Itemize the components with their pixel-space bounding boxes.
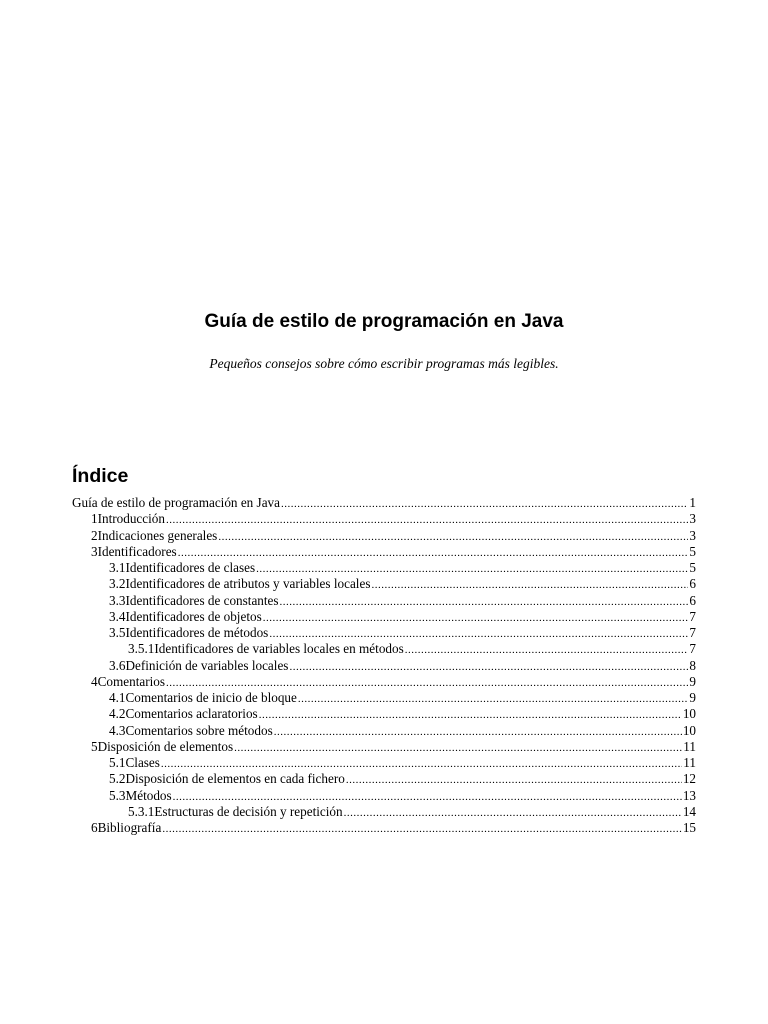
table-of-contents	[72, 495, 696, 836]
toc-entry-title: Disposición de elementos	[97, 738, 234, 754]
toc-entry-number: 1	[91, 511, 98, 527]
toc-dot-leader	[346, 772, 682, 788]
toc-entry-title: Identificadores de clases	[125, 560, 256, 575]
toc-entry[interactable]	[72, 788, 696, 804]
toc-entry-number: 3.5	[109, 625, 126, 640]
toc-entry[interactable]	[72, 690, 696, 706]
toc-entry-page: 10	[682, 722, 696, 738]
toc-entry-title: Comentarios sobre métodos	[125, 722, 273, 738]
toc-entry[interactable]	[72, 658, 696, 674]
toc-entry[interactable]	[72, 560, 696, 576]
toc-entry-number: 3.5.1	[128, 641, 155, 657]
toc-dot-leader	[281, 496, 688, 512]
toc-entry-number: 2	[91, 527, 98, 543]
toc-dot-leader	[161, 756, 682, 772]
toc-entry-page: 7	[689, 625, 696, 640]
toc-entry[interactable]	[72, 706, 696, 722]
toc-entry-page: 13	[682, 787, 696, 803]
toc-entry-page: 7	[689, 641, 696, 657]
toc-entry-page: 5	[689, 560, 696, 575]
toc-entry-page: 11	[683, 738, 696, 754]
toc-entry-title: Identificadores de métodos	[125, 625, 269, 640]
toc-entry-title: Identificadores	[97, 543, 177, 559]
toc-entry-number: 3.1	[109, 560, 126, 575]
toc-entry-number: 5.2	[109, 771, 126, 787]
toc-entry-title: Identificadores de constantes	[125, 592, 279, 608]
toc-entry-number: 3.6	[109, 657, 126, 673]
toc-dot-leader	[234, 740, 682, 756]
toc-entry[interactable]	[72, 641, 696, 657]
toc-entry-number: 3.2	[109, 576, 126, 592]
toc-entry-title: Estructuras de decisión y repetición	[154, 803, 343, 819]
toc-entry[interactable]	[72, 593, 696, 609]
toc-dot-leader	[405, 642, 689, 658]
toc-entry-title: Introducción	[97, 511, 165, 527]
toc-entry[interactable]	[72, 820, 696, 836]
toc-entry[interactable]	[72, 495, 696, 511]
toc-heading: Índice	[72, 465, 129, 487]
toc-entry-title: Comentarios	[97, 673, 165, 689]
toc-entry[interactable]	[72, 804, 696, 820]
toc-entry-page: 11	[683, 755, 696, 770]
toc-entry-page: 9	[689, 690, 696, 705]
toc-entry-page: 8	[689, 657, 696, 673]
toc-entry-page: 5	[689, 543, 696, 559]
toc-entry-page: 6	[689, 576, 696, 592]
toc-entry-number: 5.3.1	[128, 803, 155, 819]
toc-dot-leader	[344, 805, 682, 821]
toc-entry-title: Definición de variables locales	[125, 657, 289, 673]
toc-entry[interactable]	[72, 544, 696, 560]
toc-entry[interactable]	[72, 674, 696, 690]
toc-entry-page: 14	[682, 803, 696, 819]
toc-entry-title: Identificadores de variables locales en métodos	[154, 641, 404, 657]
toc-entry-number: 5	[91, 738, 98, 754]
toc-entry-page: 6	[689, 592, 696, 608]
toc-entry-title: Bibliografía	[97, 820, 162, 835]
toc-dot-leader	[173, 789, 682, 805]
toc-entry-page: 15	[682, 820, 696, 835]
toc-dot-leader	[259, 707, 682, 723]
toc-entry-title: Comentarios de inicio de bloque	[125, 690, 297, 705]
toc-dot-leader	[166, 512, 688, 528]
toc-dot-leader	[256, 561, 688, 577]
toc-entry[interactable]	[72, 625, 696, 641]
toc-entry-page: 3	[689, 527, 696, 543]
toc-dot-leader	[178, 545, 689, 561]
toc-entry-number: 3.3	[109, 592, 126, 608]
toc-entry-number: 6	[91, 820, 98, 835]
toc-dot-leader	[166, 675, 688, 691]
toc-entry-page: 10	[682, 706, 696, 722]
toc-entry-page: 12	[682, 771, 696, 787]
toc-entry[interactable]	[72, 576, 696, 592]
toc-entry-number: 3	[91, 543, 98, 559]
toc-entry[interactable]	[72, 528, 696, 544]
toc-entry-page: 9	[689, 673, 696, 689]
toc-entry[interactable]	[72, 609, 696, 625]
toc-entry[interactable]	[72, 755, 696, 771]
toc-entry-page: 1	[689, 495, 696, 510]
document-subtitle: Pequeños consejos sobre cómo escribir programas más legibles.	[209, 356, 559, 371]
toc-entry-number: 5.1	[109, 755, 126, 770]
toc-entry-number: 4.2	[109, 706, 126, 722]
toc-entry-title: Comentarios aclaratorios	[125, 706, 258, 722]
toc-entry[interactable]	[72, 771, 696, 787]
toc-entry-title: Guía de estilo de programación en Java	[72, 495, 280, 510]
toc-entry-title: Identificadores de atributos y variables locales	[125, 576, 371, 592]
toc-entry-title: Métodos	[125, 787, 172, 803]
toc-entry-number: 4	[91, 673, 98, 689]
toc-entry-title: Identificadores de objetos	[125, 608, 262, 624]
toc-dot-leader	[289, 659, 688, 675]
toc-entry-title: Indicaciones generales	[97, 527, 218, 543]
toc-entry-number: 4.1	[109, 690, 126, 705]
toc-entry-page: 3	[689, 511, 696, 527]
toc-entry[interactable]	[72, 739, 696, 755]
toc-entry[interactable]	[72, 511, 696, 527]
toc-dot-leader	[298, 691, 689, 707]
document-title: Guía de estilo de programación en Java	[204, 311, 564, 332]
toc-entry[interactable]	[72, 723, 696, 739]
toc-dot-leader	[162, 821, 681, 837]
toc-dot-leader	[280, 594, 689, 610]
toc-entry-title: Clases	[125, 755, 160, 770]
toc-entry-page: 7	[689, 608, 696, 624]
toc-dot-leader	[371, 577, 688, 593]
toc-dot-leader	[269, 626, 688, 642]
toc-entry-number: 3.4	[109, 608, 126, 624]
toc-entry-number: 5.3	[109, 787, 126, 803]
toc-entry-number: 4.3	[109, 722, 126, 738]
toc-entry-title: Disposición de elementos en cada fichero	[125, 771, 345, 787]
toc-dot-leader	[218, 529, 688, 545]
toc-dot-leader	[263, 610, 689, 626]
toc-dot-leader	[274, 724, 682, 740]
